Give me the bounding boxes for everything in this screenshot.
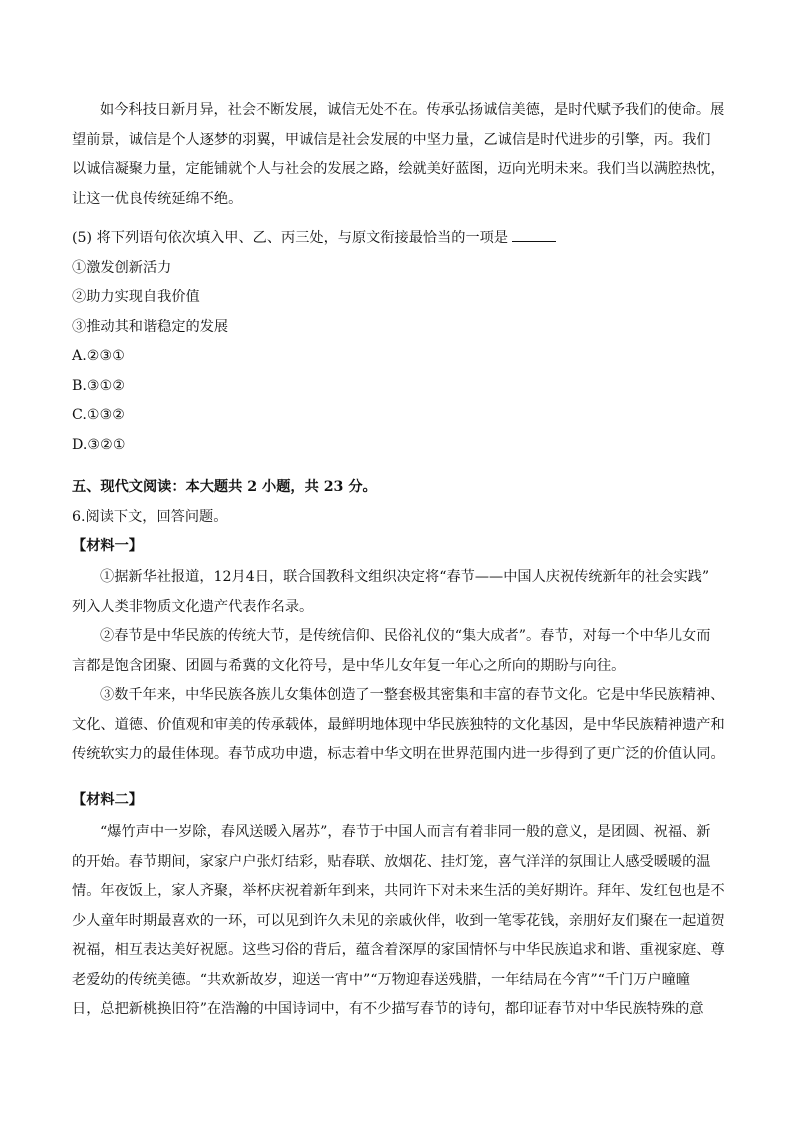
material-1-para-3-line: ③数千年来，中华民族各族儿女集体创造了一整套极其密集和丰富的春节文化。它是中华民族精神、: [100, 687, 725, 703]
question-5-stem-line: [72, 224, 724, 254]
question-5-stem: (5) 将下列语句依次填入甲、乙、丙三处，与原文衔接最恰当的一项是: [72, 230, 509, 246]
passage-paragraph: [72, 96, 724, 214]
material-1-para-2-line: 言都是饱含团聚、团圆与希冀的文化符号，是中华儿女年复一年心之所向的期盼与向往。: [72, 657, 626, 674]
passage-line: 望前景，诚信是个人逐梦的羽翼，甲诚信是社会发展的中坚力量，乙诚信是时代进步的引擎，丙。我们: [72, 131, 711, 148]
section-5: [72, 473, 724, 562]
material-1-para-2-line: ②春节是中华民族的传统大节，是传统信仰、民俗礼仪的“集大成者”。春节，对每一个中华儿女而: [100, 628, 711, 644]
material-2-para-line: “爆竹声中一岁除，春风送暖入屠苏”，春节于中国人而言有着非同一般的意义，是团圆、祝福、新: [100, 824, 711, 840]
option-a: A.②③①: [72, 348, 125, 364]
material-1-title: 【材料一】: [72, 538, 143, 554]
section-heading: 五、现代文阅读：本大题共 2 小题，共 23 分。: [72, 479, 377, 495]
material-2-body: [72, 818, 724, 1025]
material-2-para-line: 祝福，相互表达美好祝愿。这些习俗的背后，蕴含着深厚的家国情怀与中华民族追求和谐、重视家庭、尊: [72, 942, 725, 958]
material-2-para-line: 情。年夜饭上，家人齐聚，举杯庆祝着新年到来，共同许下对未来生活的美好期许。拜年、发红包也是不: [72, 883, 725, 899]
passage-line: 让这一优良传统延绵不绝。: [72, 190, 243, 207]
material-1-para-1-line: 列入人类非物质文化遗产代表作名录。: [72, 598, 314, 615]
passage-line: 如今科技日新月异，社会不断发展，诚信无处不在。传承弘扬诚信美德，是时代赋予我们的使命。展: [100, 102, 725, 118]
material-2-para-line: 少人童年时期最喜欢的一环，可以见到许久未见的亲戚伙伴，收到一笔零花钱，亲朋好友们聚在一起道贺: [72, 912, 725, 929]
question-5-item: ①激发创新活力: [72, 259, 172, 276]
question-6-stem: 6.阅读下文，回答问题。: [72, 508, 228, 525]
material-2-para-line: 的开始。春节期间，家家户户张灯结彩，贴春联、放烟花、挂灯笼，喜气洋洋的氛围让人感受暖暖的温: [72, 853, 711, 870]
material-1: [72, 563, 724, 770]
question-5: [72, 224, 724, 460]
passage-line: 以诚信凝聚力量，定能铺就个人与社会的发展之路，绘就美好蓝图，迈向光明未来。我们当以满腔热忱，: [72, 161, 725, 177]
question-5-item: ②助力实现自我价值: [72, 289, 200, 305]
option-d: D.③②①: [72, 436, 126, 453]
material-2-para-line: 老爱幼的传统美德。“共欢新故岁，迎送一宵中”“万物迎春送残腊，一年结局在今宵”“千门万户曈曈: [72, 971, 690, 988]
material-2: [72, 786, 724, 816]
question-5-item: ③推动其和谐稳定的发展: [72, 318, 229, 335]
option-b: B.③①②: [72, 377, 126, 394]
material-2-para-line: 日，总把新桃换旧符”在浩瀚的中国诗词中，有不少描写春节的诗句，都印证春节对中华民族特殊的意: [72, 1001, 704, 1017]
material-1-para-3-line: 传统软实力的最佳体现。春节成功申遗，标志着中华文明在世界范围内进一步得到了更广泛的价值认同。: [72, 746, 725, 762]
material-1-para-3-line: 文化、道德、价值观和审美的传承载体，最鲜明地体现中华民族独特的文化基因，是中华民族精神遗产和: [72, 716, 725, 733]
answer-blank: [512, 227, 556, 242]
material-2-title: 【材料二】: [72, 792, 143, 808]
material-1-para-1-line: ①据新华社报道，12月4日，联合国教科文组织决定将“春节——中国人庆祝传统新年的社会实践”: [100, 569, 710, 585]
option-c: C.①③②: [72, 407, 126, 423]
